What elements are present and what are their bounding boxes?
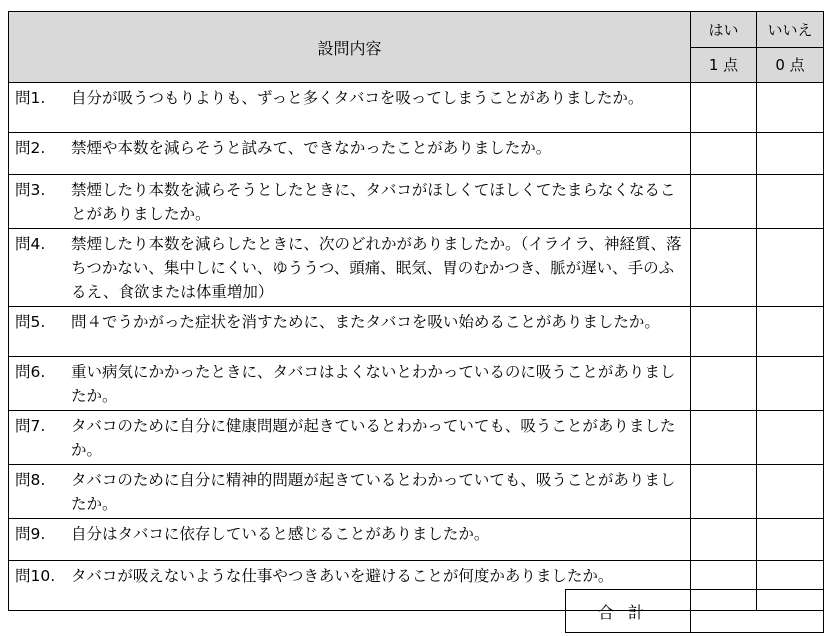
question-row xyxy=(9,175,824,229)
questionnaire-table xyxy=(8,11,824,611)
question-cell xyxy=(9,519,691,561)
question-number: 問7. xyxy=(15,417,46,435)
total-label: 合計 xyxy=(566,590,691,633)
question-number: 問4. xyxy=(15,235,46,253)
question-text: 禁煙や本数を減らそうと試みて、できなかったことがありましたか。 xyxy=(71,139,552,157)
no-answer-cell[interactable] xyxy=(757,411,824,465)
question-cell xyxy=(9,465,691,519)
question-text: 問４でうかがった症状を消すために、またタバコを吸い始めることがありましたか。 xyxy=(71,313,660,331)
yes-answer-cell[interactable] xyxy=(691,83,757,133)
question-text: タバコのために自分に精神的問題が起きているとわかっていても、吸うことがありましたか。 xyxy=(71,471,676,513)
question-text: 自分はタバコに依存していると感じることがありましたか。 xyxy=(71,525,490,543)
question-cell xyxy=(9,357,691,411)
question-row xyxy=(9,83,824,133)
yes-column-header xyxy=(691,12,757,83)
no-answer-cell[interactable] xyxy=(757,229,824,307)
question-number: 問1. xyxy=(15,89,46,107)
question-cell xyxy=(9,411,691,465)
yes-answer-cell[interactable] xyxy=(691,133,757,175)
question-number: 問8. xyxy=(15,471,46,489)
no-answer-cell[interactable] xyxy=(757,83,824,133)
question-row xyxy=(9,229,824,307)
yes-answer-cell[interactable] xyxy=(691,175,757,229)
no-answer-cell[interactable] xyxy=(757,307,824,357)
question-text: タバコのために自分に健康問題が起きているとわかっていても、吸うことがありましたか。 xyxy=(71,417,676,459)
question-number: 問10. xyxy=(15,567,56,585)
question-row xyxy=(9,465,824,519)
question-number: 問9. xyxy=(15,525,46,543)
no-points: 0 点 xyxy=(775,55,805,74)
total-value-cell[interactable] xyxy=(691,590,824,633)
question-number: 問6. xyxy=(15,363,46,381)
question-row xyxy=(9,133,824,175)
question-column-header: 設問内容 xyxy=(9,12,691,83)
yes-answer-cell[interactable] xyxy=(691,411,757,465)
question-number: 問5. xyxy=(15,313,46,331)
question-cell xyxy=(9,175,691,229)
no-answer-cell[interactable] xyxy=(757,519,824,561)
question-row xyxy=(9,519,824,561)
yes-label: はい xyxy=(691,13,756,48)
no-answer-cell[interactable] xyxy=(757,175,824,229)
no-label: いいえ xyxy=(757,13,823,48)
no-answer-cell[interactable] xyxy=(757,357,824,411)
yes-answer-cell[interactable] xyxy=(691,229,757,307)
question-cell xyxy=(9,307,691,357)
question-text: 禁煙したり本数を減らしたときに、次のどれかがありましたか。（イライラ、神経質、落ちつかない、集中しにくい、ゆううつ、頭痛、眠気、胃のむかつき、脈が遅い、手のふるえ、食欲または体重増加） xyxy=(71,235,682,301)
yes-answer-cell[interactable] xyxy=(691,519,757,561)
question-row xyxy=(9,357,824,411)
yes-answer-cell[interactable] xyxy=(691,357,757,411)
question-cell xyxy=(9,83,691,133)
question-row xyxy=(9,307,824,357)
question-cell xyxy=(9,133,691,175)
question-text: 自分が吸うつもりよりも、ずっと多くタバコを吸ってしまうことがありましたか。 xyxy=(71,89,644,107)
yes-answer-cell[interactable] xyxy=(691,307,757,357)
question-number: 問2. xyxy=(15,139,46,157)
no-column-header xyxy=(757,12,824,83)
header-row xyxy=(9,12,824,83)
total-table xyxy=(565,589,824,633)
question-number: 問3. xyxy=(15,181,46,199)
question-cell xyxy=(9,229,691,307)
question-text: 禁煙したり本数を減らそうとしたときに、タバコがほしくてほしくてたまらなくなることがありましたか。 xyxy=(71,181,676,223)
yes-points: 1 点 xyxy=(708,55,739,74)
no-answer-cell[interactable] xyxy=(757,133,824,175)
question-text: 重い病気にかかったときに、タバコはよくないとわかっているのに吸うことがありましたか。 xyxy=(71,363,676,405)
yes-answer-cell[interactable] xyxy=(691,465,757,519)
question-row xyxy=(9,411,824,465)
question-text: タバコが吸えないような仕事やつきあいを避けることが何度かありましたか。 xyxy=(71,567,614,585)
no-answer-cell[interactable] xyxy=(757,465,824,519)
